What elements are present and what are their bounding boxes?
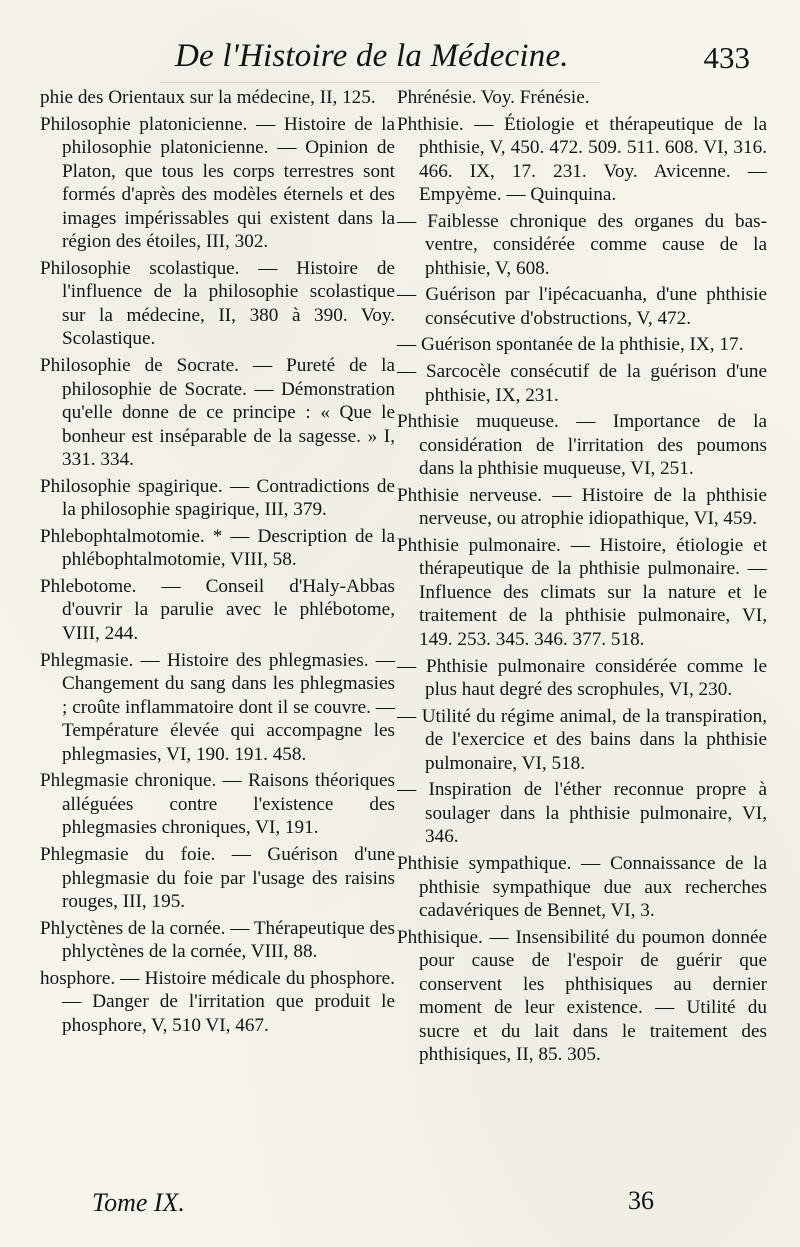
page-number: 433: [703, 40, 750, 75]
index-entry: Philosophie scolastique. — Histoire de l'influence de la philosophie scolastique sur la médecine, II, 380 à 390. Voy. Scolastique.: [40, 257, 395, 350]
index-entry: hosphore. — Histoire médicale du phosphore. — Danger de l'irritation que produit le phosphore, V, 510 VI, 467.: [40, 967, 395, 1036]
signature-mark: 36: [628, 1186, 654, 1215]
index-entry: Phlebotome. — Conseil d'Haly-Abbas d'ouvrir la parulie avec le phlébotome, VIII, 244.: [40, 575, 395, 645]
index-subentry: — Phthisie pulmonaire considérée comme le plus haut degré des scrophules, VI, 230.: [397, 655, 767, 701]
index-subentry: — Utilité du régime animal, de la transpiration, de l'exercice et des bains dans la phthisie pulmonaire, VI, 518.: [397, 705, 767, 774]
index-subentry: — Guérison par l'ipécacuanha, d'une phthisie consécutive d'obstructions, V, 472.: [397, 284, 767, 329]
index-entry: Philosophie de Socrate. — Pureté de la philosophie de Socrate. — Démonstration qu'elle donne de ce principe : « Que le bonheur est inséparable de la sagesse. » I, 331. 334.: [40, 355, 395, 471]
index-entry: Phlegmasie du foie. — Guérison d'une phlegmasie du foie par l'usage des raisins rouges, III, 195.: [40, 843, 395, 913]
right-column: [397, 86, 767, 1070]
running-header: [0, 38, 800, 88]
index-entry: Phthisie pulmonaire. — Histoire, étiologie et thérapeutique de la phthisie pulmonaire. — Influence des climats sur la nature et le traitement de la phthisie pulmonaire, VI, 149. 253. 345. 346. 377. 518.: [397, 534, 767, 651]
index-entry: Phlegmasie. — Histoire des phlegmasies. — Changement du sang dans les phlegmasies ; croûte inflammatoire dont il se couvre. — Température élevée qui accompagne les phlegmasies, VI, 190. 191. 458.: [40, 649, 395, 765]
index-entry: Phrénésie. Voy. Frénésie.: [397, 87, 590, 108]
index-entry: Phthisique. — Insensibilité du poumon donnée pour cause de l'espoir de guérir que conservent les phthisiques au dernier moment de leur existence. — Utilité du sucre et du lait dans le traitement des phthisiques, II, 85. 305.: [397, 926, 767, 1066]
index-subentry: — Guérison spontanée de la phthisie, IX, 17.: [397, 334, 744, 356]
index-entry: Philosophie spagirique. — Contradictions de la philosophie spagirique, III, 379.: [40, 475, 395, 521]
index-subentry: — Sarcocèle consécutif de la guérison d'une phthisie, IX, 231.: [397, 361, 767, 406]
tome-label: Tome IX.: [92, 1188, 185, 1217]
index-entry: Philosophie platonicienne. — Histoire de la philosophie platonicienne. — Opinion de Platon, que tous les corps terrestres sont formés d'après des modèles éternels et des images impérissables qui existent dans la région des étoiles, III, 302.: [40, 113, 395, 253]
index-entry: phie des Orientaux sur la médecine, II, 125.: [40, 87, 376, 108]
running-title: De l'Histoire de la Médecine.: [175, 38, 569, 74]
index-subentry: — Inspiration de l'éther reconnue propre à soulager dans la phthisie pulmonaire, VI, 346.: [397, 779, 767, 848]
index-entry: Phthisie sympathique. — Connaissance de la phthisie sympathique due aux recherches cadavériques de Bennet, VI, 3.: [397, 852, 767, 922]
index-entry: Phthisie. — Étiologie et thérapeutique de la phthisie, V, 450. 472. 509. 511. 608. VI, 316. 466. IX, 17. 231. Voy. Avicenne. — Empyème. — Quinquina.: [397, 113, 767, 206]
left-column: [40, 86, 395, 1040]
index-subentry: — Faiblesse chronique des organes du bas-ventre, considérée comme cause de la phthisie, V, 608.: [397, 210, 767, 279]
index-entry: Phthisie muqueuse. — Importance de la considération de l'irritation des poumons dans la phthisie muqueuse, VI, 251.: [397, 411, 767, 480]
header-rule: [160, 82, 600, 83]
index-entry: Phlegmasie chronique. — Raisons théoriques alléguées contre l'existence des phlegmasies chroniques, VI, 191.: [40, 770, 395, 839]
index-entry: Phlebophtalmotomie. * — Description de la phlébophtalmotomie, VIII, 58.: [40, 525, 395, 571]
index-entry: Phlyctènes de la cornée. — Thérapeutique des phlyctènes de la cornée, VIII, 88.: [40, 917, 396, 963]
index-entry: Phthisie nerveuse. — Histoire de la phthisie nerveuse, ou atrophie idiopathique, VI, 459.: [397, 484, 767, 530]
page-footer: [0, 1188, 800, 1228]
